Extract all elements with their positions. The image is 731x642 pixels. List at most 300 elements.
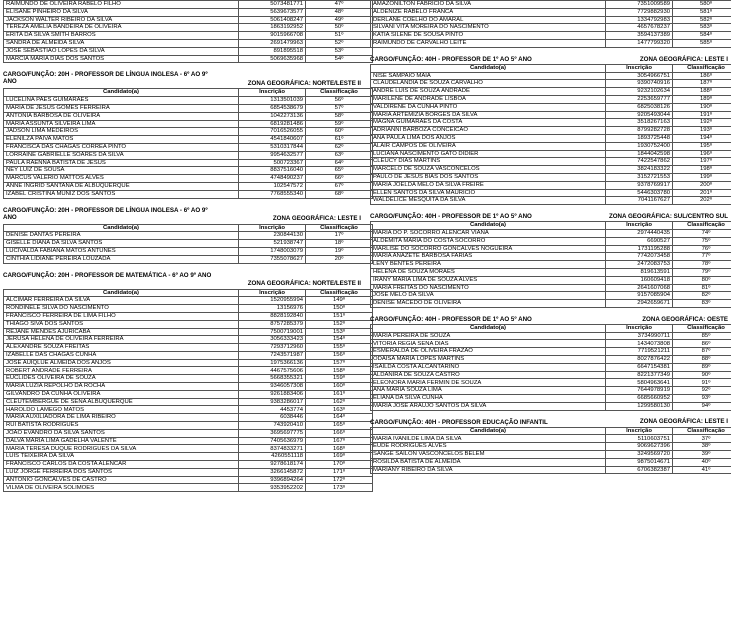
table-row	[4, 47, 373, 55]
section-title: CARGO/FUNÇÃO: 20H - PROFESSOR DE LÍNGUA INGLESA - 6º AO 9º ANO	[3, 71, 208, 86]
ranking: 90º	[673, 371, 731, 379]
candidate-name: VILMA DE OLIVEIRA SOLIMOES	[4, 484, 239, 492]
table-header-row	[371, 324, 731, 332]
registration-number: 6647154381	[606, 363, 673, 371]
table-row	[371, 158, 731, 166]
registration-number: 9069627396	[606, 443, 673, 451]
ranking: 38º	[673, 443, 731, 451]
candidate-name: ANTONIA BARBOSA DE OLIVEIRA	[4, 112, 239, 120]
registration-number: 2253659777	[606, 95, 673, 103]
candidate-name: DALVA MARIA LIMA GADELHA VALENTE	[4, 437, 239, 445]
candidate-name: RAIMUNDO DE CARVALHO LEITE	[371, 39, 606, 47]
registration-number: 1893725448	[606, 134, 673, 142]
ranking: 79º	[673, 268, 731, 276]
candidate-name: VALDIRENE DA CUNHA PINTO	[371, 103, 606, 111]
ranking: 163º	[306, 406, 373, 414]
candidate-name: MARIA AUXILIADORA DE LIMA RIBEIRO	[4, 414, 239, 422]
ranking: 48º	[306, 8, 373, 16]
candidate-name: CLEUCY DIAS MARTINS	[371, 158, 606, 166]
ranking: 191º	[673, 111, 731, 119]
registration-number: 1334792983	[606, 16, 673, 24]
candidate-name: MARIA JOELDA MELO DA SILVA FREIRE	[371, 181, 606, 189]
table-row	[371, 284, 731, 292]
ranking: 172º	[306, 476, 373, 484]
table-row	[371, 150, 731, 158]
ranking: 65º	[306, 167, 373, 175]
candidate-name: CLAUDELANDIA DE SOUZA CARVALHO	[371, 80, 606, 88]
ranking: 168º	[306, 445, 373, 453]
table-row	[371, 80, 731, 88]
table-row	[371, 435, 731, 443]
table-row	[371, 134, 731, 142]
registration-number: 7405636979	[239, 437, 306, 445]
registration-number: 5069635968	[239, 55, 306, 63]
ranking: 188º	[673, 88, 731, 96]
table-row	[371, 340, 731, 348]
cargo-section	[3, 205, 361, 264]
registration-number: 3249569720	[606, 451, 673, 459]
candidate-name: PAULO DE JESUS BIAS DOS SANTOS	[371, 173, 606, 181]
cargo-section	[370, 314, 728, 411]
column-header-name: Candidato(a)	[4, 89, 239, 97]
registration-number: 6819281486	[239, 120, 306, 128]
section-header	[370, 417, 728, 427]
registration-number: 9278618174	[239, 461, 306, 469]
registration-number: 4541840607	[239, 136, 306, 144]
ranking: 19º	[306, 247, 373, 255]
ranking: 195º	[673, 142, 731, 150]
candidate-name: MARILENE DE ANDRADE LISBOA	[371, 95, 606, 103]
candidate-name: ALEXANDRE SOUZA FREITAS	[4, 344, 239, 352]
table-row	[4, 414, 373, 422]
table-row	[371, 24, 731, 32]
candidate-name: NISE SAMPAIO MAIA	[371, 72, 606, 80]
registration-number: 5668355321	[239, 375, 306, 383]
results-table	[370, 427, 731, 475]
registration-number: 1930752400	[606, 142, 673, 150]
candidate-name: DERLANE COELHO DO AMARAL	[371, 16, 606, 24]
ranking: 61º	[306, 136, 373, 144]
registration-number: 9232102634	[606, 88, 673, 96]
candidate-name: MARIA ARTEMIZIA BORGES DA SILVA	[371, 111, 606, 119]
registration-number: 9015966708	[239, 32, 306, 40]
ranking: 67º	[306, 182, 373, 190]
registration-number: 7293712960	[239, 344, 306, 352]
table-row	[4, 1, 373, 9]
candidate-name: ANA MARIA SOUZA LIMA	[371, 387, 606, 395]
ranking: 37º	[673, 435, 731, 443]
table-row	[371, 276, 731, 284]
registration-number: 7016526055	[239, 128, 306, 136]
registration-number: 8799282728	[606, 127, 673, 135]
table-row	[371, 371, 731, 379]
candidate-name: LORRAINE GABRIELLE SOARES DA SILVA	[4, 151, 239, 159]
candidate-name: MARIA FREITAS DO NASCIMENTO	[371, 284, 606, 292]
table-row	[4, 167, 373, 175]
continued-list	[3, 0, 361, 63]
ranking: 198º	[673, 166, 731, 174]
continued-list	[370, 0, 728, 48]
table-row	[4, 247, 373, 255]
table-row	[4, 97, 373, 105]
candidate-name: MARLISE DO SOCORRO GONCALVES NOGUEIRA	[371, 245, 606, 253]
table-row	[371, 261, 731, 269]
registration-number: 8221377349	[606, 371, 673, 379]
table-row	[371, 72, 731, 80]
registration-number: 6690527	[606, 237, 673, 245]
registration-number: 3152721553	[606, 173, 673, 181]
section-zone: ZONA GEOGRÁFICA: NORTE/LESTE II	[247, 280, 361, 288]
results-table	[370, 0, 731, 48]
ranking: 186º	[673, 72, 731, 80]
ranking: 86º	[673, 340, 731, 348]
candidate-name: LUIZ JORGE FERREIRA DOS SANTOS	[4, 468, 239, 476]
candidate-name: ELISANE PINHEIRO DA SILVA	[4, 8, 239, 16]
registration-number: 6706382387	[606, 466, 673, 474]
table-row	[4, 375, 373, 383]
registration-number: 7422547862	[606, 158, 673, 166]
table-row	[4, 328, 373, 336]
ranking: 170º	[306, 461, 373, 469]
table-row	[4, 8, 373, 16]
ranking: 83º	[673, 300, 731, 308]
column-header-name: Candidato(a)	[371, 222, 606, 230]
registration-number: 230844130	[239, 232, 306, 240]
candidate-name: JERUSA HELENA DE OLIVEIRA FERREIRA	[4, 336, 239, 344]
candidate-name: CLEUTEMBERGUE DE SENA ALBUQUERQUE	[4, 398, 239, 406]
candidate-name: ISAILDA COSTA ALCANTARINO	[371, 363, 606, 371]
registration-number: 9875014671	[606, 458, 673, 466]
results-table	[3, 0, 373, 63]
registration-number: 891895518	[239, 47, 306, 55]
table-row	[371, 1, 731, 9]
table-row	[371, 300, 731, 308]
registration-number: 3056333423	[239, 336, 306, 344]
candidate-name: PAULA RAENNA BATISTA DE JESUS	[4, 159, 239, 167]
section-zone: ZONA GEOGRÁFICA: NORTE/LESTE II	[247, 80, 361, 88]
table-row	[4, 39, 373, 47]
registration-number: 3734990711	[606, 332, 673, 340]
registration-number: 521938747	[239, 240, 306, 248]
ranking: 66º	[306, 175, 373, 183]
candidate-name: HELENA DE SOUZA MORAES	[371, 268, 606, 276]
registration-number: 2974440435	[606, 229, 673, 237]
candidate-name: MARIA DE JESUS GOMES FERREIRA	[4, 104, 239, 112]
ranking: 167º	[306, 437, 373, 445]
registration-number: 6854538679	[239, 104, 306, 112]
registration-number: 4260551118	[239, 453, 306, 461]
section-zone: ZONA GEOGRÁFICA: LESTE I	[639, 55, 728, 63]
registration-number: 6038446	[239, 414, 306, 422]
ranking: 166º	[306, 429, 373, 437]
registration-number: 1975366136	[239, 359, 306, 367]
ranking: 59º	[306, 120, 373, 128]
results-table	[370, 221, 731, 308]
registration-number: 8374833271	[239, 445, 306, 453]
ranking: 160º	[306, 383, 373, 391]
table-row	[4, 232, 373, 240]
registration-number: 8828192840	[239, 312, 306, 320]
ranking: 63º	[306, 151, 373, 159]
ranking: 78º	[673, 261, 731, 269]
ranking: 60º	[306, 128, 373, 136]
table-row	[4, 468, 373, 476]
candidate-name: ADRIANNI BARBOZA CONCEICAO	[371, 127, 606, 135]
ranking: 171º	[306, 468, 373, 476]
candidate-name: ALDANIRA DE SOUZA CASTRO	[371, 371, 606, 379]
ranking: 40º	[673, 458, 731, 466]
cargo-section	[3, 69, 361, 198]
registration-number: 2942659671	[606, 300, 673, 308]
column-header-insc: Inscrição	[239, 224, 306, 232]
ranking: 58º	[306, 112, 373, 120]
table-row	[371, 395, 731, 403]
section-title: CARGO/FUNÇÃO: 20H - PROFESSOR DE LÍNGUA INGLESA - 6º AO 9º ANO	[3, 206, 208, 221]
ranking: 152º	[306, 320, 373, 328]
candidate-name: SILVANI VITA MOREIRA DO NASCIMENTO	[371, 24, 606, 32]
candidate-name: ROSILDA BATISTA DE ALMEIDA	[371, 458, 606, 466]
candidate-name: FRANCISCA DAS CHAGAS CORREA PINTO	[4, 143, 239, 151]
table-row	[4, 359, 373, 367]
candidate-name: ELIANA DA SILVA CUNHA	[371, 395, 606, 403]
candidate-name: ODAISA MARIA LOPES MARTINS	[371, 356, 606, 364]
candidate-name: MARIA PEREIRA DE SOUZA	[371, 332, 606, 340]
ranking: 164º	[306, 414, 373, 422]
ranking: 161º	[306, 390, 373, 398]
candidate-name: MARIA DO P. SOCORRO ALENCAR VIANA	[371, 229, 606, 237]
ranking: 150º	[306, 305, 373, 313]
ranking: 62º	[306, 143, 373, 151]
candidate-name: FRANCISCO CARLOS DA COSTA ALENCAR	[4, 461, 239, 469]
registration-number: 9383286017	[239, 398, 306, 406]
registration-number: 9396894264	[239, 476, 306, 484]
candidate-name: MAGNA GUIMARAES DA COSTA	[371, 119, 606, 127]
section-title: CARGO/FUNÇÃO: 40H - PROFESSOR EDUCAÇÃO INFANTIL	[370, 418, 548, 426]
table-row	[4, 297, 373, 305]
candidate-name: MARCELO DE SOUZA VASCONCELOS	[371, 166, 606, 174]
candidate-name: LUCIVALDA FABIANA MATOS ANTUNES	[4, 247, 239, 255]
registration-number: 9954632577	[239, 151, 306, 159]
table-row	[4, 120, 373, 128]
registration-number: 1477799320	[606, 39, 673, 47]
candidate-name: ANTONIO GONCALVES DE CASTRO	[4, 476, 239, 484]
table-row	[371, 111, 731, 119]
candidate-name: ALDENIZE RABELO FRANCA	[371, 8, 606, 16]
section-header	[3, 270, 361, 289]
ranking: 584º	[673, 32, 731, 40]
cargo-section	[370, 54, 728, 205]
table-row	[4, 367, 373, 375]
candidate-name: RAIMUNDO DE OLIVEIRA RABELO FILHO	[4, 1, 239, 9]
candidate-name: IZABEL CRISTINA MUNIZ DOS SANTOS	[4, 190, 239, 198]
ranking: 68º	[306, 190, 373, 198]
section-zone: ZONA GEOGRÁFICA: LESTE I	[272, 215, 361, 223]
ranking: 155º	[306, 344, 373, 352]
table-row	[4, 16, 373, 24]
ranking: 187º	[673, 80, 731, 88]
table-row	[371, 402, 731, 410]
table-row	[4, 32, 373, 40]
candidate-name: LENY BENTES PEREIRA	[371, 261, 606, 269]
registration-number: 1042273136	[239, 112, 306, 120]
table-row	[4, 484, 373, 492]
candidate-name: ELENILZA PAIVA MATOS	[4, 136, 239, 144]
registration-number: 7355078627	[239, 255, 306, 263]
table-row	[4, 255, 373, 263]
table-row	[371, 387, 731, 395]
registration-number: 1299580130	[606, 402, 673, 410]
ranking: 88º	[673, 356, 731, 364]
registration-number: 5639673577	[239, 8, 306, 16]
registration-number: 2641607068	[606, 284, 673, 292]
registration-number: 7351009589	[606, 1, 673, 9]
candidate-name: ANDRE LUIS DE SOUZA ANDRADE	[371, 88, 606, 96]
table-row	[371, 181, 731, 189]
table-row	[4, 445, 373, 453]
registration-number: 1520955994	[239, 297, 306, 305]
registration-number: 9157085904	[606, 292, 673, 300]
registration-number: 9205493044	[606, 111, 673, 119]
candidate-name: ESMERALDA DE OLIVEIRA FRAZAO	[371, 348, 606, 356]
table-row	[4, 136, 373, 144]
ranking: 80º	[673, 276, 731, 284]
column-header-insc: Inscrição	[239, 89, 306, 97]
table-row	[371, 443, 731, 451]
ranking: 151º	[306, 312, 373, 320]
candidate-name: ALAIR CAMPOS DE OLIVEIRA	[371, 142, 606, 150]
column-header-insc: Inscrição	[606, 324, 673, 332]
ranking: 193º	[673, 127, 731, 135]
column-header-insc: Inscrição	[239, 289, 306, 297]
registration-number: 2472083753	[606, 261, 673, 269]
table-row	[371, 229, 731, 237]
registration-number: 4657678237	[606, 24, 673, 32]
registration-number: 13156976	[239, 305, 306, 313]
candidate-name: ALDEMITA MARIA DO COSTA SOCORRO	[371, 237, 606, 245]
table-row	[371, 458, 731, 466]
column-header-name: Candidato(a)	[4, 224, 239, 232]
candidate-name: AMAZONILTON FABRICIO DA SILVA	[371, 1, 606, 9]
ranking: 47º	[306, 1, 373, 9]
registration-number: 6685660952	[606, 395, 673, 403]
column-header-insc: Inscrição	[606, 427, 673, 435]
registration-number: 1844042598	[606, 150, 673, 158]
candidate-name: CINTHIA LIDIANE PEREIRA LOUZADA	[4, 255, 239, 263]
candidate-name: JOAO EVANDRO DA SILVA SANTOS	[4, 429, 239, 437]
candidate-name: MARCIA MARIA DIAS DOS SANTOS	[4, 55, 239, 63]
ranking: 192º	[673, 119, 731, 127]
registration-number: 3054966751	[606, 72, 673, 80]
column-header-class: Classificação	[673, 64, 731, 72]
table-row	[4, 151, 373, 159]
left-column	[3, 0, 361, 498]
ranking: 89º	[673, 363, 731, 371]
registration-number: 4748490237	[239, 175, 306, 183]
candidate-name: MARCUS VALERIO MATTOS ALVES	[4, 175, 239, 183]
table-row	[4, 24, 373, 32]
candidate-name: MARIA IVANILDE LIMA DA SILVA	[371, 435, 606, 443]
candidate-name: JADSON LIMA MEDEIROS	[4, 128, 239, 136]
column-header-class: Classificação	[306, 224, 373, 232]
ranking: 582º	[673, 16, 731, 24]
table-header-row	[4, 224, 373, 232]
column-header-class: Classificação	[306, 89, 373, 97]
candidate-name: SANGE SAILON VASCONCELOS BELEM	[371, 451, 606, 459]
table-row	[371, 466, 731, 474]
ranking: 64º	[306, 159, 373, 167]
table-row	[371, 95, 731, 103]
candidate-name: MARIA ASSUNTA SILVEIRA LIMA	[4, 120, 239, 128]
registration-number: 500723367	[239, 159, 306, 167]
ranking: 162º	[306, 398, 373, 406]
ranking: 583º	[673, 24, 731, 32]
ranking: 153º	[306, 328, 373, 336]
registration-number: 4453774	[239, 406, 306, 414]
candidate-name: JOSE AUIQLUE ALMEIDA DOS ANJOS	[4, 359, 239, 367]
ranking: 580º	[673, 1, 731, 9]
ranking: 157º	[306, 359, 373, 367]
column-header-name: Candidato(a)	[371, 324, 606, 332]
candidate-name: ELLEN SANTOS DA SILVA MAURICIO	[371, 189, 606, 197]
ranking: 75º	[673, 237, 731, 245]
table-row	[4, 336, 373, 344]
table-row	[371, 197, 731, 205]
table-row	[4, 437, 373, 445]
table-row	[371, 119, 731, 127]
table-row	[371, 127, 731, 135]
table-row	[4, 175, 373, 183]
candidate-name: MARIA LUZIA REPOLHO DA ROCHA	[4, 383, 239, 391]
section-header	[3, 205, 361, 224]
ranking: 585º	[673, 39, 731, 47]
ranking: 158º	[306, 367, 373, 375]
ranking: 81º	[673, 284, 731, 292]
candidate-name: MARIA JOSE ARAUJO SANTOS DA SILVA	[371, 402, 606, 410]
column-header-name: Candidato(a)	[371, 427, 606, 435]
table-row	[4, 305, 373, 313]
candidate-name: THIAGO SIVA DOS SANTOS	[4, 320, 239, 328]
cargo-section	[3, 270, 361, 493]
candidate-name: WALDELICE MESQUITA DA SILVA	[371, 197, 606, 205]
table-row	[4, 461, 373, 469]
candidate-name: DENISE MACEDO DE OLIVEIRA	[371, 300, 606, 308]
candidate-name: HAROLDO LAMEGO MATOS	[4, 406, 239, 414]
ranking: 52º	[306, 39, 373, 47]
table-header-row	[371, 64, 731, 72]
table-row	[4, 112, 373, 120]
table-row	[371, 292, 731, 300]
ranking: 581º	[673, 8, 731, 16]
table-row	[371, 237, 731, 245]
candidate-name: MARIA ANAZETE BARBOSA FARIAS	[371, 253, 606, 261]
candidate-name: JOSE SEBASTIAO LOPES DA SILVA	[4, 47, 239, 55]
registration-number: 1313501039	[239, 97, 306, 105]
table-row	[371, 39, 731, 47]
column-header-class: Classificação	[673, 222, 731, 230]
ranking: 199º	[673, 173, 731, 181]
table-row	[371, 348, 731, 356]
registration-number: 4467575606	[239, 367, 306, 375]
results-table	[3, 224, 373, 264]
table-row	[4, 143, 373, 151]
ranking: 82º	[673, 292, 731, 300]
table-row	[4, 240, 373, 248]
candidate-name: TEREZA AMELIA BANDEIRA DE OLIVEIRA	[4, 24, 239, 32]
table-row	[4, 320, 373, 328]
ranking: 18º	[306, 240, 373, 248]
table-row	[371, 356, 731, 364]
table-row	[4, 182, 373, 190]
